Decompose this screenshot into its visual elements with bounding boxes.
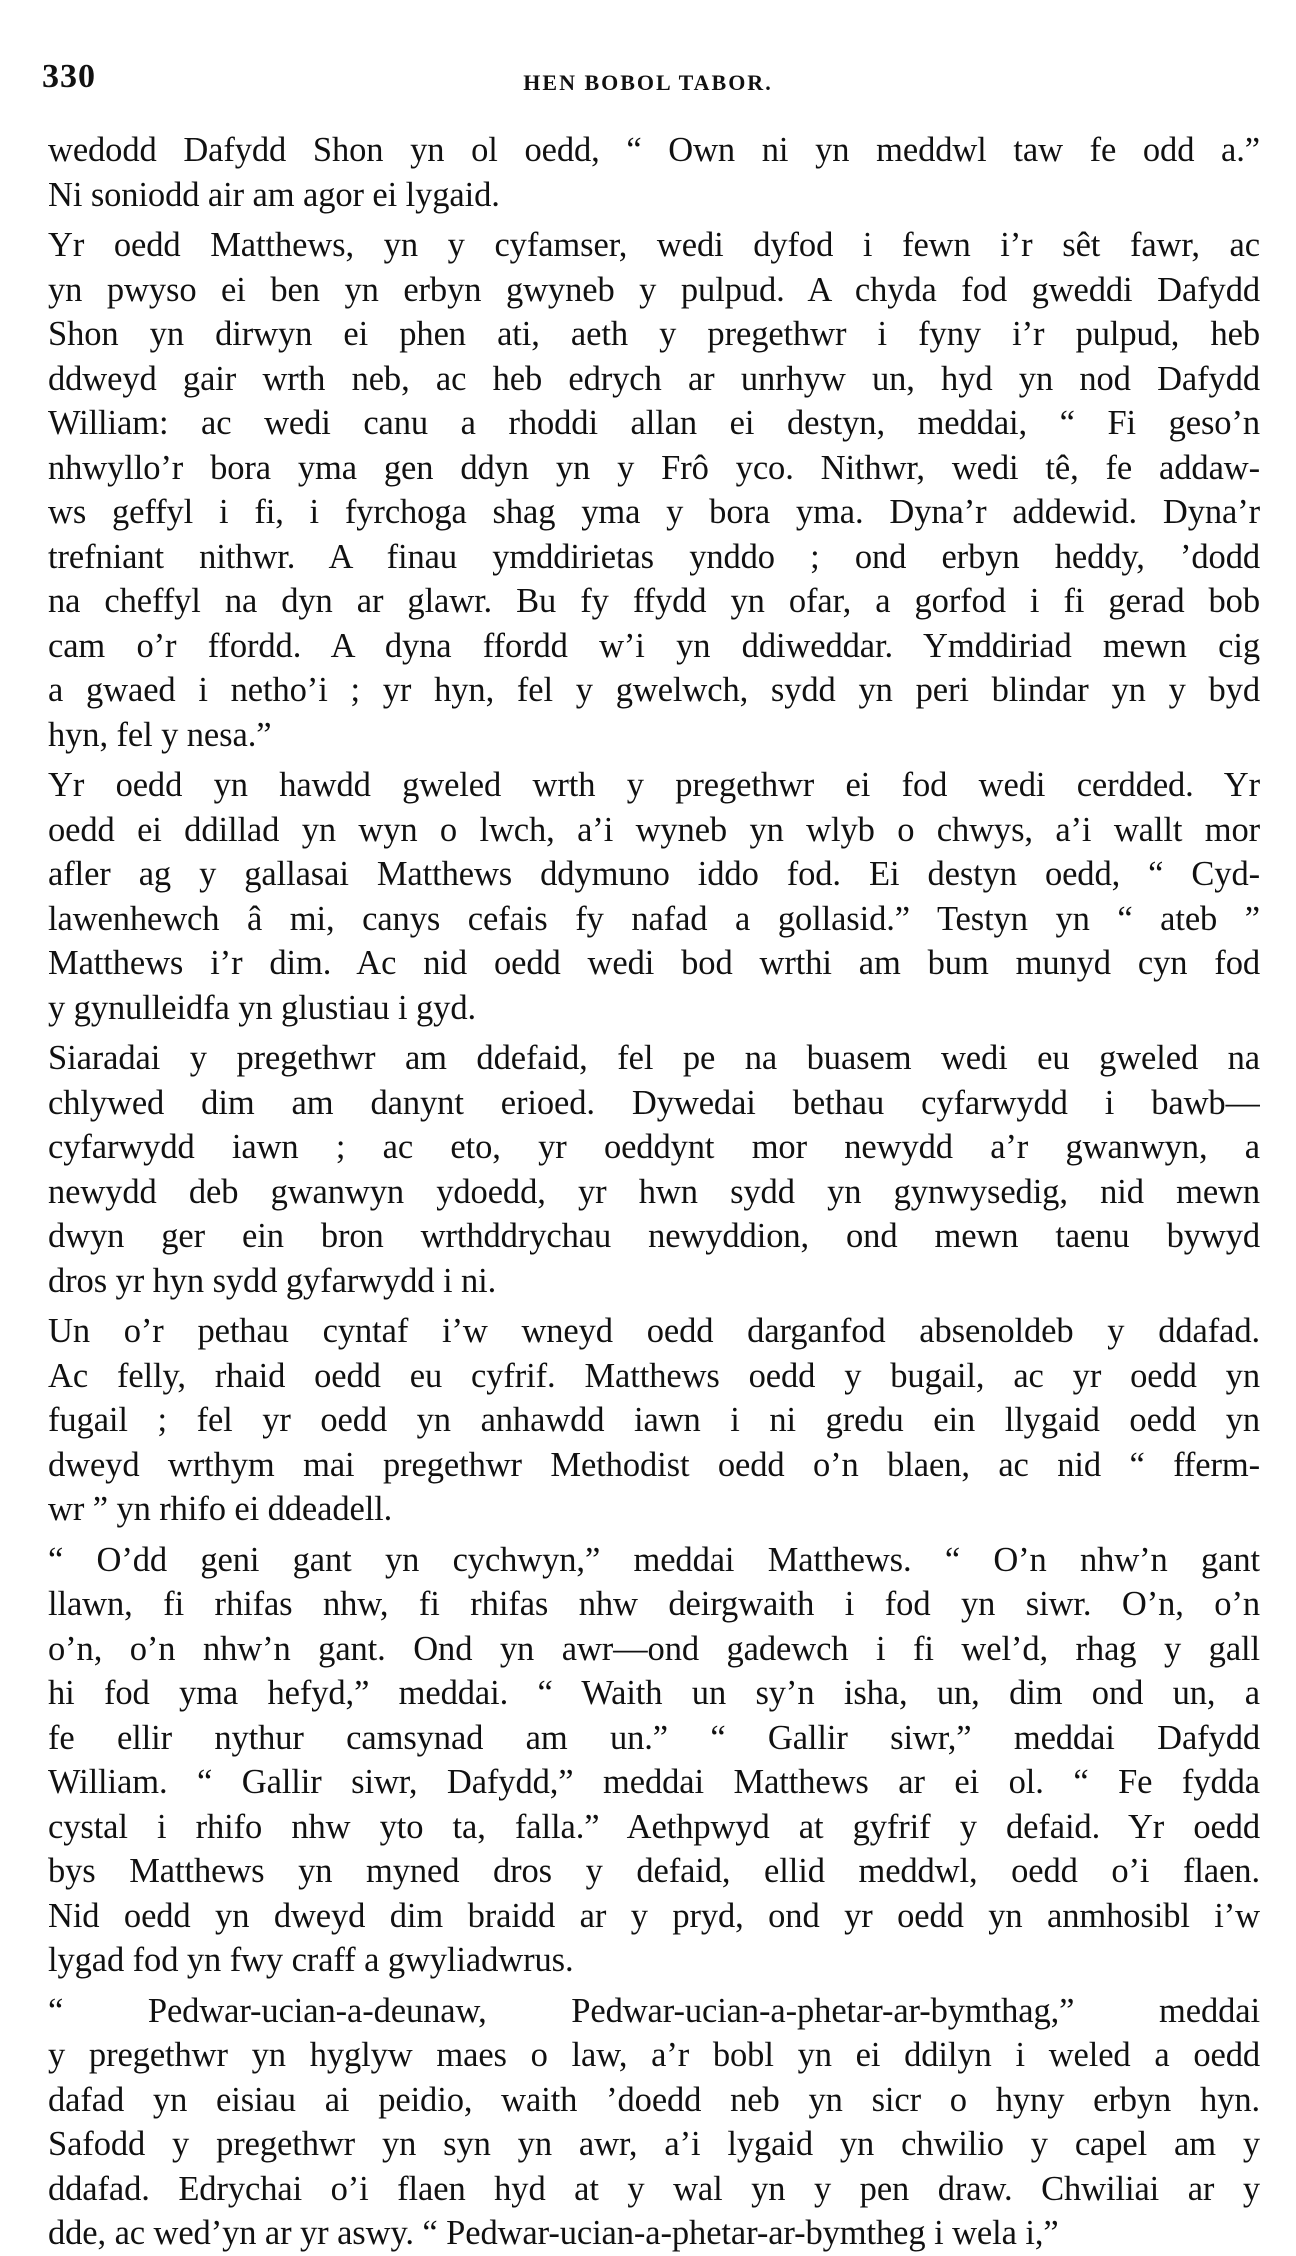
paragraph bbox=[48, 1309, 1260, 1532]
text-line: hi fod yma hefyd,” meddai. “ Waith un sy’n isha, un, dim ond un, a bbox=[48, 1674, 1260, 1712]
text-line: ddafad. Edrychai o’i flaen hyd at y wal yn y pen draw. Chwiliai ar y bbox=[48, 2169, 1260, 2208]
text-line: cyfarwydd iawn ; ac eto, yr oeddynt mor newydd a’r gwanwyn, a bbox=[48, 1128, 1260, 1166]
text-line: William: ac wedi canu a rhoddi allan ei destyn, meddai, “ Fi geso’n bbox=[48, 404, 1260, 442]
text-line: Ni soniodd air am agor ei lygaid. bbox=[48, 175, 500, 214]
paragraph bbox=[48, 1538, 1260, 1983]
text-line: fugail ; fel yr oedd yn anhawdd iawn i ni gredu ein llygaid oedd yn bbox=[48, 1401, 1260, 1439]
text-line: afler ag y gallasai Matthews ddymuno iddo fod. Ei destyn oedd, “ Cyd- bbox=[48, 855, 1260, 893]
text-line: y gynulleidfa yn glustiau i gyd. bbox=[48, 988, 476, 1027]
text-line: Nid oedd yn dweyd dim braidd ar y pryd, ond yr oedd yn anmhosibl i’w bbox=[48, 1896, 1260, 1935]
text-line: ws geffyl i fi, i fyrchoga shag yma y bora yma. Dyna’r addewid. Dyna’r bbox=[48, 493, 1260, 531]
text-line: dafad yn eisiau ai peidio, waith ’doedd neb yn sicr o hyny erbyn hyn. bbox=[48, 2080, 1260, 2119]
text-line: y pregethwr yn hyglyw maes o law, a’r bobl yn ei ddilyn i weled a oedd bbox=[48, 2036, 1260, 2074]
text-line: dwyn ger ein bron wrthddrychau newyddion, ond mewn taenu bywyd bbox=[48, 1217, 1260, 1255]
text-line: “ Pedwar-ucian-a-deunaw, Pedwar-ucian-a-phetar-ar-bymthag,” meddai bbox=[48, 1991, 1260, 2030]
paragraph bbox=[48, 1036, 1260, 1303]
text-line: yn pwyso ei ben yn erbyn gwyneb y pulpud. A chyda fod gweddi Dafydd bbox=[48, 270, 1260, 309]
body-text bbox=[48, 128, 1260, 2256]
text-line: Matthews i’r dim. Ac nid oedd wedi bod wrthi am bum munyd cyn fod bbox=[48, 944, 1260, 982]
text-line: trefniant nithwr. A finau ymddirietas ynddo ; ond erbyn heddy, ’dodd bbox=[48, 537, 1260, 576]
text-line: oedd ei ddillad yn wyn o lwch, a’i wyneb yn wlyb o chwys, a’i wallt mor bbox=[48, 810, 1260, 849]
text-line: dros yr hyn sydd gyfarwydd i ni. bbox=[48, 1261, 497, 1300]
text-line: na cheffyl na dyn ar glawr. Bu fy ffydd yn ofar, a gorfod i fi gerad bob bbox=[48, 582, 1260, 620]
text-line: dde, ac wed’yn ar yr aswy. “ Pedwar-ucian-a-phetar-ar-bymtheg i wela i,” bbox=[48, 2214, 1059, 2252]
text-line: Yr oedd Matthews, yn y cyfamser, wedi dyfod i fewn i’r sêt fawr, ac bbox=[48, 226, 1260, 264]
text-line: fe ellir nythur camsynad am un.” “ Gallir siwr,” meddai Dafydd bbox=[48, 1718, 1260, 1757]
text-line: wr ” yn rhifo ei ddeadell. bbox=[48, 1490, 393, 1528]
text-line: dweyd wrthym mai pregethwr Methodist oedd o’n blaen, ac nid “ fferm- bbox=[48, 1445, 1260, 1484]
text-line: Siaradai y pregethwr am ddefaid, fel pe na buasem wedi eu gweled na bbox=[48, 1039, 1260, 1077]
text-line: Yr oedd yn hawdd gweled wrth y pregethwr ei fod wedi cerdded. Yr bbox=[48, 766, 1260, 804]
paragraph bbox=[48, 223, 1260, 757]
text-line: o’n, o’n nhw’n gant. Ond yn awr—ond gadewch i fi wel’d, rhag y gall bbox=[48, 1629, 1260, 1668]
text-line: ddweyd gair wrth neb, ac heb edrych ar unrhyw un, hyd yn nod Dafydd bbox=[48, 359, 1260, 398]
text-line: wedodd Dafydd Shon yn ol oedd, “ Own ni yn meddwl taw fe odd a.” bbox=[48, 131, 1260, 169]
page-number: 330 bbox=[42, 58, 96, 95]
text-line: chlywed dim am danynt erioed. Dywedai bethau cyfarwydd i bawb— bbox=[48, 1083, 1260, 1122]
running-head: HEN BOBOL TABOR. bbox=[523, 70, 773, 95]
text-line: nhwyllo’r bora yma gen ddyn yn y Frô yco. Nithwr, wedi tê, fe addaw- bbox=[48, 448, 1260, 487]
text-line: “ O’dd geni gant yn cychwyn,” meddai Matthews. “ O’n nhw’n gant bbox=[48, 1540, 1260, 1579]
text-line: a gwaed i netho’i ; yr hyn, fel y gwelwch, sydd yn peri blindar yn y byd bbox=[48, 671, 1260, 709]
text-line: cam o’r ffordd. A dyna ffordd w’i yn ddiweddar. Ymddiriad mewn cig bbox=[48, 626, 1260, 665]
paragraph bbox=[48, 763, 1260, 1030]
text-line: hyn, fel y nesa.” bbox=[48, 715, 272, 754]
paragraph bbox=[48, 1989, 1260, 2256]
paragraph bbox=[48, 128, 1260, 217]
text-line: lawenhewch â mi, canys cefais fy nafad a gollasid.” Testyn yn “ ateb ” bbox=[48, 899, 1260, 938]
text-line: Safodd y pregethwr yn syn yn awr, a’i lygaid yn chwilio y capel am y bbox=[48, 2125, 1260, 2163]
text-line: cystal i rhifo nhw yto ta, falla.” Aethpwyd at gyfrif y defaid. Yr oedd bbox=[48, 1807, 1260, 1846]
text-line: Ac felly, rhaid oedd eu cyfrif. Matthews oedd y bugail, ac yr oedd yn bbox=[48, 1356, 1260, 1395]
text-line: lygad fod yn fwy craff a gwyliadwrus. bbox=[48, 1941, 574, 1979]
text-line: bys Matthews yn myned dros y defaid, ellid meddwl, oedd o’i flaen. bbox=[48, 1852, 1260, 1890]
text-line: newydd deb gwanwyn ydoedd, yr hwn sydd yn gynwysedig, nid mewn bbox=[48, 1172, 1260, 1211]
text-line: Un o’r pethau cyntaf i’w wneyd oedd darganfod absenoldeb y ddafad. bbox=[48, 1312, 1260, 1350]
text-line: William. “ Gallir siwr, Dafydd,” meddai Matthews ar ei ol. “ Fe fydda bbox=[48, 1763, 1260, 1801]
text-line: Shon yn dirwyn ei phen ati, aeth y pregethwr i fyny i’r pulpud, heb bbox=[48, 315, 1260, 353]
text-line: llawn, fi rhifas nhw, fi rhifas nhw deirgwaith i fod yn siwr. O’n, o’n bbox=[48, 1585, 1260, 1623]
